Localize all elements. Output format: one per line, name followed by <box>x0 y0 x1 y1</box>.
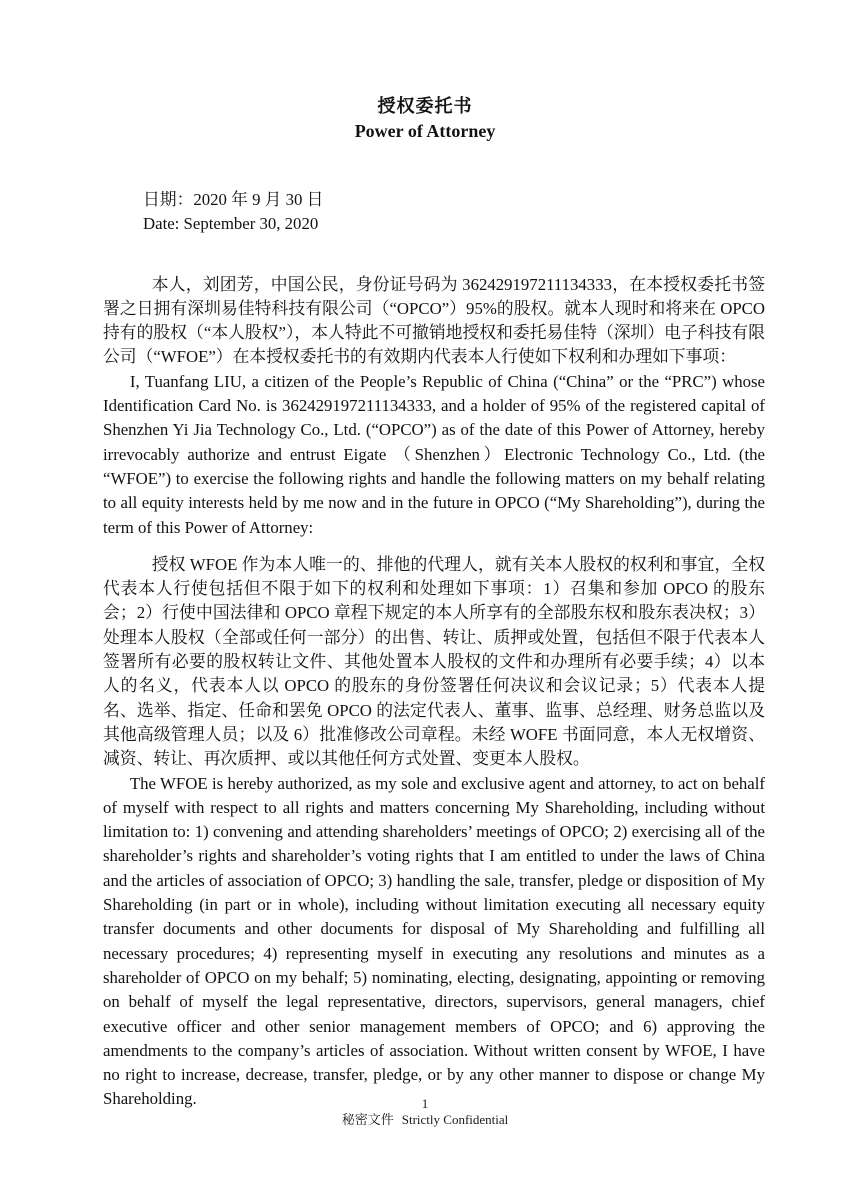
confidential-notice-english: Strictly Confidential <box>401 1112 509 1127</box>
paragraph-english-1: I, Tuanfang LIU, a citizen of the People’s Republic of China (“China” or the “PRC”) whose Identification Card No. is 362429197211134333, and a holder of 95% of the registered capital of Shenzhen Yi Jia Technology Co., Ltd. (“OPCO”) as of the date of this Power of Attorney, hereby irrevocably authorize and entrust Eigate （Shenzhen）Electronic Technology Co., Ltd. (the “WFOE”) to exercise the following rights and handle the following matters on my behalf relating to all equity interests held by me now and in the future in OPCO (“My Shareholding”), during the term of this Power of Attorney: <box>103 371 765 537</box>
paragraph-chinese-2: 授权 WFOE 作为本人唯一的、排他的代理人，就有关本人股权的权利和事宜，全权代表本人行使包括但不限于如下的权利和处理如下事项：1）召集和参加 OPCO 的股东会；2）行使中国法律和 OPCO 章程下规定的本人所享有的全部股东权和股东表决权；3）处理本人股权（全部或任何一部分）的出售、转让、质押或处置，包括但不限于代表本人签署所有必要的股权转让文件、其他处置本人股权的文件和办理所有必要手续；4）以本人的名义，代表本人以 OPCO 的股东的身份签署任何决议和会议记录；5）代表本人提名、选举、指定、任命和罢免 OPCO 的法定代表人、董事、监事、总经理、财务总监以及其他高级管理人员；以及 6）批准修改公司章程。未经 WOFE 书面同意，本人无权增资、减资、转让、再次质押、或以其他任何方式处置、变更本人股权。 <box>103 554 765 769</box>
document-title-chinese: 授权委托书 <box>377 96 473 116</box>
document-footer <box>0 1096 850 1128</box>
document-header <box>0 94 850 144</box>
date-line-chinese: 日期：2020 年 9 月 30 日 <box>143 190 324 209</box>
date-line-english: Date: September 30, 2020 <box>143 214 319 234</box>
confidential-notice <box>0 1112 850 1128</box>
paragraph-english-2: The WFOE is hereby authorized, as my sole and exclusive agent and attorney, to act on behalf of myself with respect to all rights and matters concerning My Shareholding, including without limitation to: 1) convening and attending shareholders’ meetings of OPCO; 2) exercising all of the shareholder’s rights and shareholder’s voting rights that I am entitled to under the laws of China and the articles of association of OPCO; 3) handling the sale, transfer, pledge or disposition of My Shareholding (in part or in whole), including without limitation executing all necessary equity transfer documents and other documents for disposal of My Shareholding and fulfilling all necessary procedures; 4) representing myself in executing any resolutions and minutes as a shareholder of OPCO on my behalf; 5) nominating, electing, designating, appointing or removing on behalf of myself the legal representative, directors, supervisors, general managers, chief executive officer and other senior management members of OPCO; and 6) approving the amendments to the company’s articles of association. Without written consent by WFOE, I have no right to increase, decrease, transfer, pledge, or by any other manner to dispose or change My Shareholding. <box>103 773 765 1109</box>
paragraph-chinese-1: 本人，刘团芳，中国公民，身份证号码为 362429197211134333，在本授权委托书签署之日拥有深圳易佳特科技有限公司（“OPCO”）95%的股权。就本人现时和将来在 OPCO 持有的股权（“本人股权”），本人特此不可撤销地授权和委托易佳特（深圳）电子科技有限公司（“WFOE”）在本授权委托书的有效期内代表本人行使如下权利和办理如下事项： <box>103 274 765 367</box>
document-body <box>103 273 765 1112</box>
page-number: 1 <box>421 1096 429 1111</box>
date-block <box>143 188 765 237</box>
confidential-notice-chinese: 秘密文件 <box>341 1112 394 1127</box>
document-title-english: Power of Attorney <box>354 121 496 141</box>
